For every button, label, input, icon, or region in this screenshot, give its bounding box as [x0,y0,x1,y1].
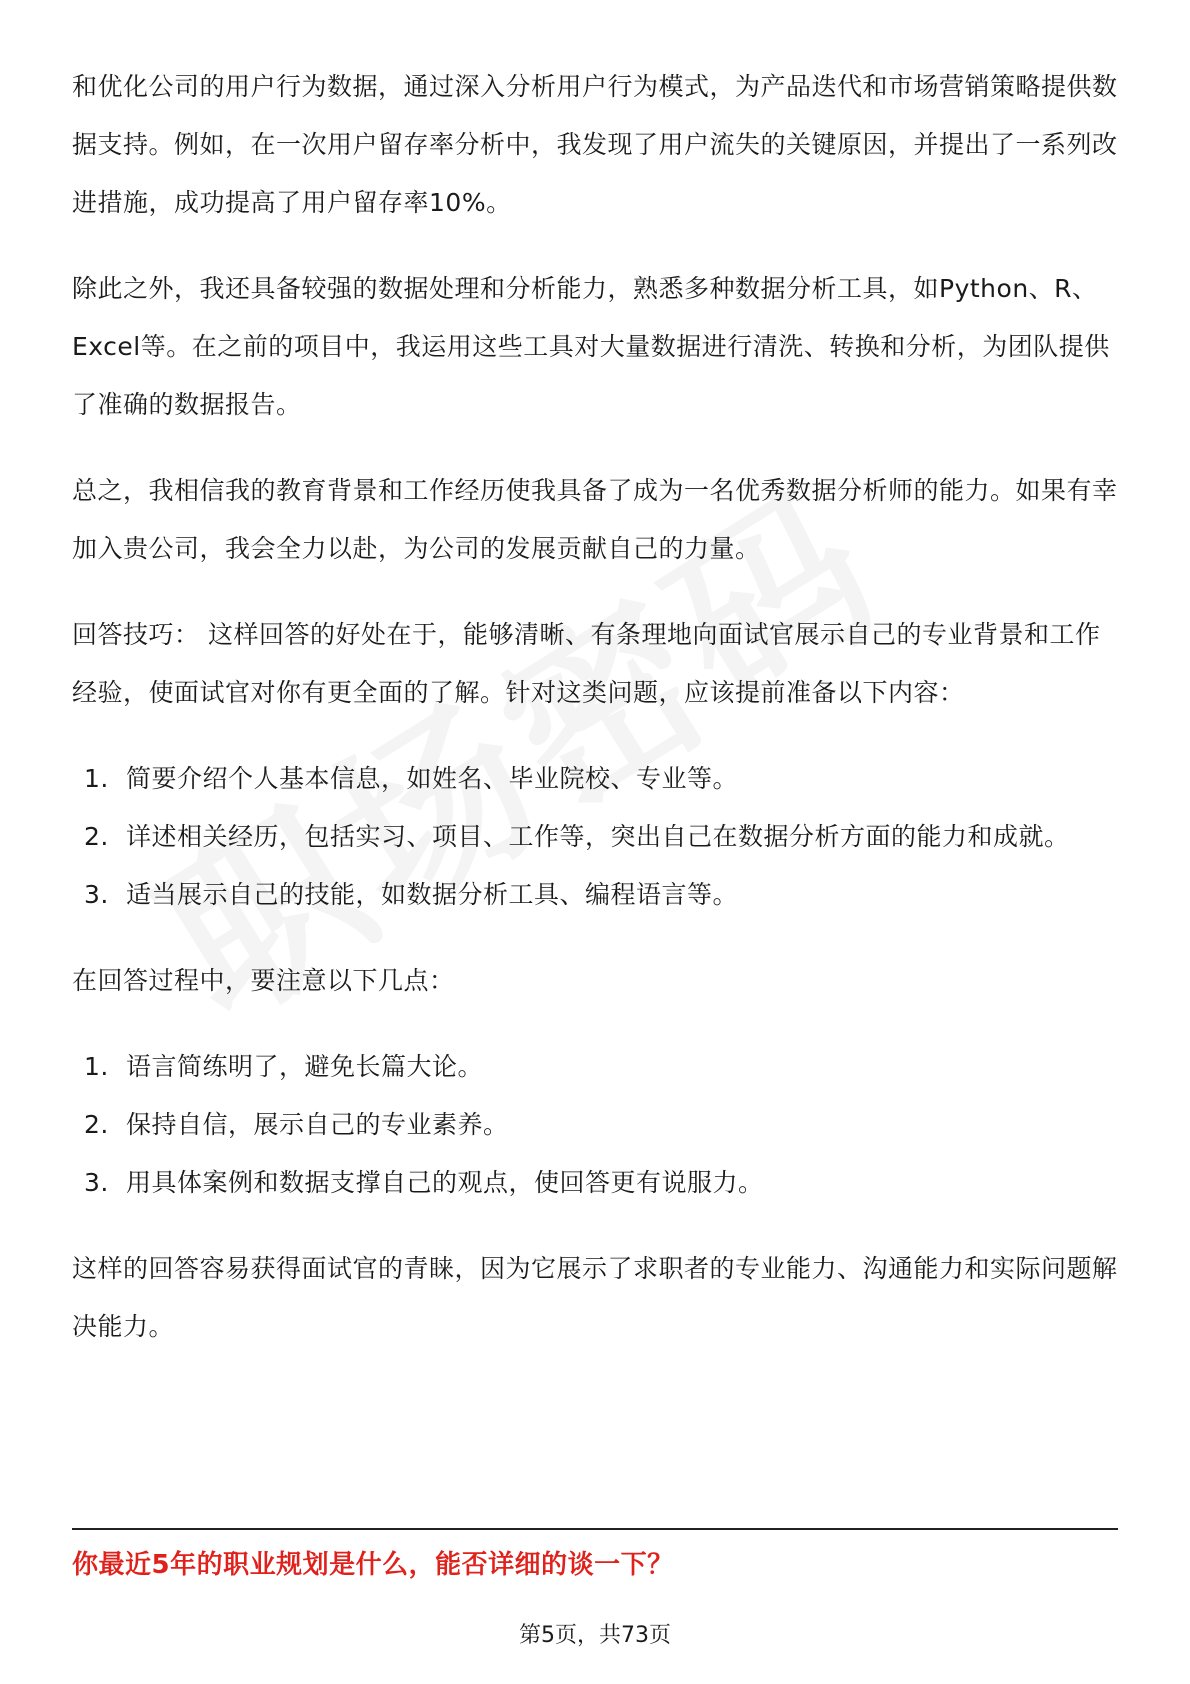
paragraph: 在回答过程中，要注意以下几点： [72,966,455,995]
paragraph: 除此之外，我还具备较强的数据处理和分析能力，熟悉多种数据分析工具，如Python、R、Excel等。在之前的项目中，我运用这些工具对大量数据进行清洗、转换和分析，为团队提供了准确的数据报告。 [72,274,1110,419]
list-number: 3. [84,1168,109,1197]
list-item-text: 简要介绍个人基本信息，如姓名、毕业院校、专业等。 [126,764,739,793]
list-item [72,808,1118,866]
list-item-text: 语言简练明了，避免长篇大论。 [126,1052,484,1081]
paragraph: 这样的回答容易获得面试官的青睐，因为它展示了求职者的专业能力、沟通能力和实际问题解决能力。 [72,1254,1118,1341]
page-footer: 第5页，共73页 [519,1623,671,1648]
list-item-text: 详述相关经历，包括实习、项目、工作等，突出自己在数据分析方面的能力和成就。 [126,822,1070,851]
question-heading: 你最近5年的职业规划是什么，能否详细的谈一下？ [72,1550,674,1580]
paragraph: 和优化公司的用户行为数据，通过深入分析用户行为模式，为产品迭代和市场营销策略提供数据支持。例如，在一次用户留存率分析中，我发现了用户流失的关键原因，并提出了一系列改进措施，成功提高了用户留存率10%。 [72,72,1118,217]
list-number: 1. [84,1052,109,1081]
list-item-text: 用具体案例和数据支撑自己的观点，使回答更有说服力。 [126,1168,764,1197]
list-number: 2. [84,1110,109,1139]
list-number: 2. [84,822,109,851]
list-item [72,866,1118,924]
list-item [72,1154,1118,1212]
section-divider [72,1528,1118,1530]
list-item [72,1096,1118,1154]
list-item-text: 保持自信，展示自己的专业素养。 [126,1110,509,1139]
list-item-text: 适当展示自己的技能，如数据分析工具、编程语言等。 [126,880,739,909]
preparation-list [72,750,1118,924]
document-body [72,58,1118,1384]
list-number: 1. [84,764,109,793]
list-number: 3. [84,880,109,909]
list-item [72,750,1118,808]
list-item [72,1038,1118,1096]
answer-tips-paragraph: 回答技巧： 这样回答的好处在于，能够清晰、有条理地向面试官展示自己的专业背景和工作经验，使面试官对你有更全面的了解。针对这类问题，应该提前准备以下内容： [72,620,1101,707]
paragraph: 总之，我相信我的教育背景和工作经历使我具备了成为一名优秀数据分析师的能力。如果有幸加入贵公司，我会全力以赴，为公司的发展贡献自己的力量。 [72,476,1118,563]
attention-points-list [72,1038,1118,1212]
